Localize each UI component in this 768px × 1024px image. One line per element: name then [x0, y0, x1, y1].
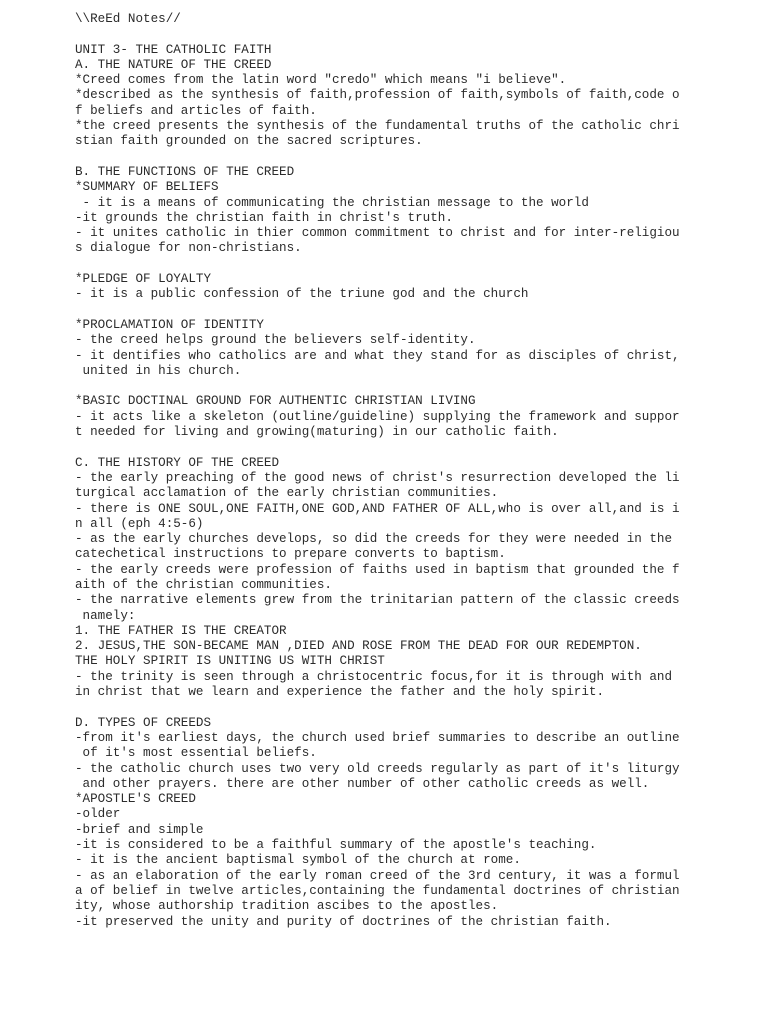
text-line: ity, whose authorship tradition ascibes to the apostles. — [75, 899, 499, 914]
notes-document — [75, 12, 755, 930]
text-line: -it is considered to be a faithful summary of the apostle's teaching. — [75, 838, 597, 853]
text-line: B. THE FUNCTIONS OF THE CREED — [75, 164, 295, 179]
text-line: - it unites catholic in thier common commitment to christ and for inter-religiou — [75, 226, 680, 241]
text-line: of it's most essential beliefs. — [75, 746, 317, 761]
text-line: 2. JESUS,THE SON-BECAME MAN ,DIED AND ROSE FROM THE DEAD FOR OUR REDEMPTON. — [75, 639, 642, 654]
text-line: s dialogue for non-christians. — [75, 241, 302, 256]
text-line: *PLEDGE OF LOYALTY — [75, 272, 212, 287]
blank-line — [75, 150, 755, 165]
text-line: *APOSTLE'S CREED — [75, 792, 196, 807]
text-line: - the trinity is seen through a christocentric focus,for it is through with and — [75, 669, 673, 684]
text-line: -older — [75, 807, 121, 822]
text-line: -from it's earliest days, the church used brief summaries to describe an outline — [75, 730, 680, 745]
text-line: *BASIC DOCTINAL GROUND FOR AUTHENTIC CHRISTIAN LIVING — [75, 394, 476, 409]
blank-line — [75, 700, 755, 715]
text-line: turgical acclamation of the early christian communities. — [75, 486, 499, 501]
blank-line — [75, 27, 755, 42]
text-line: - it is a public confession of the triune god and the church — [75, 287, 529, 302]
text-line: - it is a means of communicating the christian message to the world — [75, 195, 589, 210]
text-line: united in his church. — [75, 363, 242, 378]
text-line: - the creed helps ground the believers self-identity. — [75, 333, 476, 348]
text-line: namely: — [75, 608, 136, 623]
blank-line — [75, 379, 755, 394]
text-line: - as the early churches develops, so did the creeds for they were needed in the — [75, 532, 673, 547]
text-line: - the early preaching of the good news of christ's resurrection developed the li — [75, 470, 680, 485]
text-line: - the narrative elements grew from the trinitarian pattern of the classic creeds — [75, 593, 680, 608]
text-line: THE HOLY SPIRIT IS UNITING US WITH CHRIST — [75, 654, 385, 669]
text-line: in christ that we learn and experience the father and the holy spirit. — [75, 685, 605, 700]
text-line: - it acts like a skeleton (outline/guideline) supplying the framework and suppor — [75, 409, 680, 424]
text-line: catechetical instructions to prepare converts to baptism. — [75, 547, 506, 562]
blank-line — [75, 440, 755, 455]
text-line: *SUMMARY OF BELIEFS — [75, 180, 219, 195]
text-line: - there is ONE SOUL,ONE FAITH,ONE GOD,AND FATHER OF ALL,who is over all,and is i — [75, 501, 680, 516]
text-line: n all (eph 4:5-6) — [75, 516, 204, 531]
text-line: t needed for living and growing(maturing) in our catholic faith. — [75, 425, 559, 440]
blank-line — [75, 303, 755, 318]
text-line: 1. THE FATHER IS THE CREATOR — [75, 623, 287, 638]
text-line: - the catholic church uses two very old creeds regularly as part of it's liturgy — [75, 761, 680, 776]
text-line: - it dentifies who catholics are and what they stand for as disciples of christ, — [75, 348, 680, 363]
text-line: f beliefs and articles of faith. — [75, 103, 317, 118]
text-line: -it preserved the unity and purity of doctrines of the christian faith. — [75, 914, 612, 929]
text-line: and other prayers. there are other number of other catholic creeds as well. — [75, 776, 650, 791]
text-line: A. THE NATURE OF THE CREED — [75, 57, 272, 72]
text-line: *PROCLAMATION OF IDENTITY — [75, 317, 264, 332]
text-line: -it grounds the christian faith in christ's truth. — [75, 210, 453, 225]
text-line: D. TYPES OF CREEDS — [75, 715, 212, 730]
text-line: a of belief in twelve articles,containing the fundamental doctrines of christian — [75, 883, 680, 898]
text-line: aith of the christian communities. — [75, 577, 332, 592]
text-line: - the early creeds were profession of faiths used in baptism that grounded the f — [75, 562, 680, 577]
text-line: *the creed presents the synthesis of the fundamental truths of the catholic chri — [75, 119, 680, 134]
text-line: *described as the synthesis of faith,profession of faith,symbols of faith,code o — [75, 88, 680, 103]
text-line: *Creed comes from the latin word "credo" which means "i believe". — [75, 73, 567, 88]
text-line: stian faith grounded on the sacred scriptures. — [75, 134, 423, 149]
text-line: - it is the ancient baptismal symbol of the church at rome. — [75, 853, 521, 868]
text-line: UNIT 3- THE CATHOLIC FAITH — [75, 42, 272, 57]
text-line: - as an elaboration of the early roman creed of the 3rd century, it was a formul — [75, 868, 680, 883]
blank-line — [75, 257, 755, 272]
text-line: -brief and simple — [75, 822, 204, 837]
text-line: C. THE HISTORY OF THE CREED — [75, 455, 280, 470]
text-line: \\ReEd Notes// — [75, 12, 181, 26]
